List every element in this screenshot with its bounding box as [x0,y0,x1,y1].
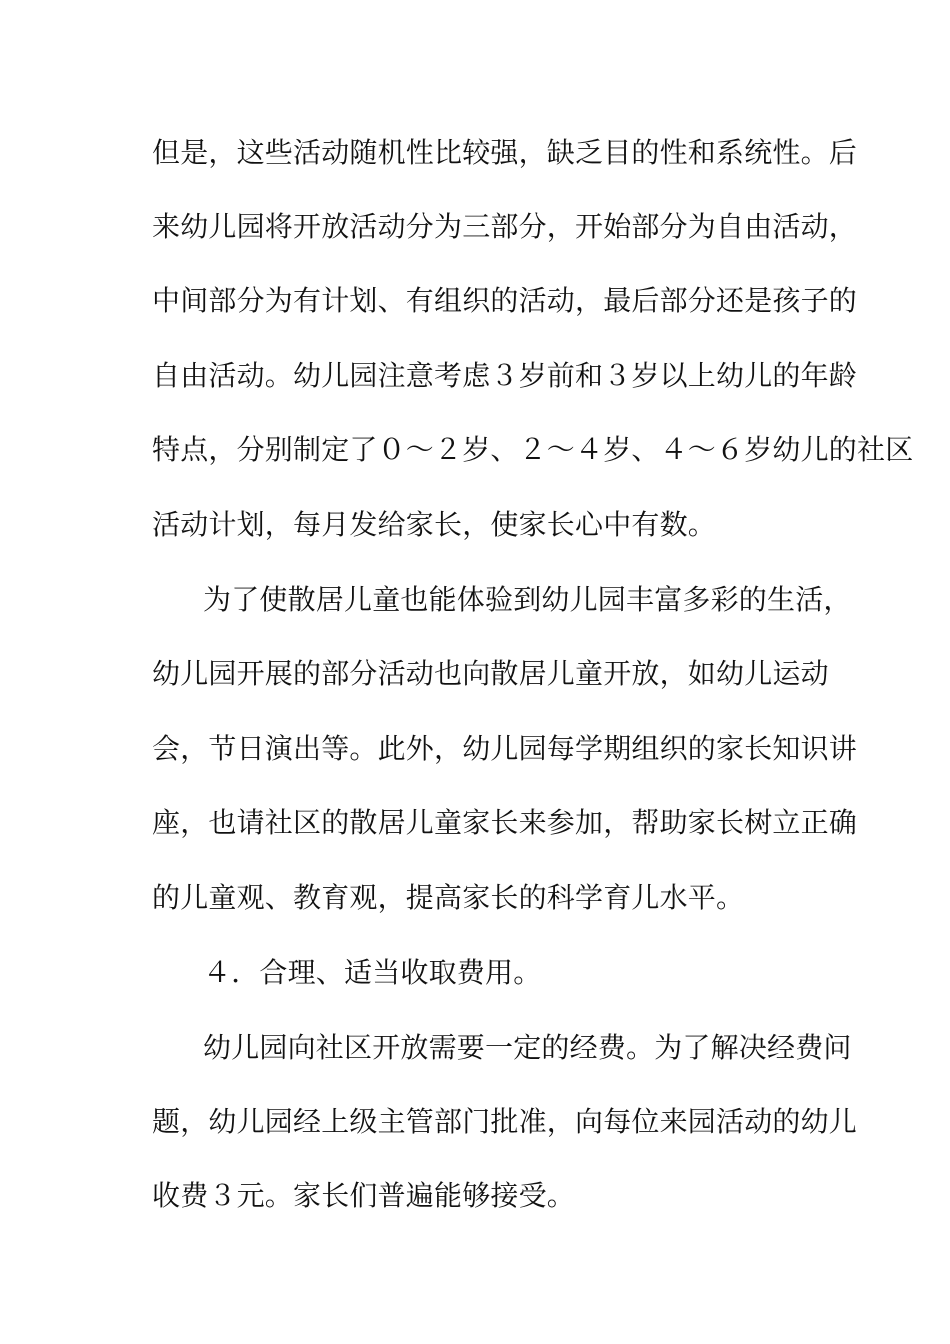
paragraph-line: 特点，分别制定了０～２岁、２～４岁、４～６岁幼儿的社区 [152,433,914,466]
paragraph-line: 的儿童观、教育观，提高家长的科学育儿水平。 [152,881,745,914]
paragraph-line: 来幼儿园将开放活动分为三部分，开始部分为自由活动， [152,210,858,243]
paragraph-line: 收费３元。家长们普遍能够接受。 [152,1179,576,1212]
paragraph-line: 为了使散居儿童也能体验到幼儿园丰富多彩的生活， [203,583,852,616]
paragraph-line: 活动计划，每月发给家长，使家长心中有数。 [152,508,717,541]
paragraph-line: 幼儿园向社区开放需要一定的经费。为了解决经费问 [203,1031,852,1064]
paragraph-line: 题，幼儿园经上级主管部门批准，向每位来园活动的幼儿 [152,1105,858,1138]
paragraph-line: 自由活动。幼儿园注意考虑３岁前和３岁以上幼儿的年龄 [152,359,858,392]
paragraph-line: 但是，这些活动随机性比较强，缺乏目的性和系统性。后 [152,136,858,169]
paragraph-line: 幼儿园开展的部分活动也向散居儿童开放，如幼儿运动 [152,657,829,690]
paragraph-line: 会，节日演出等。此外，幼儿园每学期组织的家长知识讲 [152,732,858,765]
paragraph-line: 中间部分为有计划、有组织的活动，最后部分还是孩子的 [152,284,858,317]
section-heading: ４．合理、适当收取费用。 [203,956,542,989]
paragraph-line: 座，也请社区的散居儿童家长来参加，帮助家长树立正确 [152,806,858,839]
